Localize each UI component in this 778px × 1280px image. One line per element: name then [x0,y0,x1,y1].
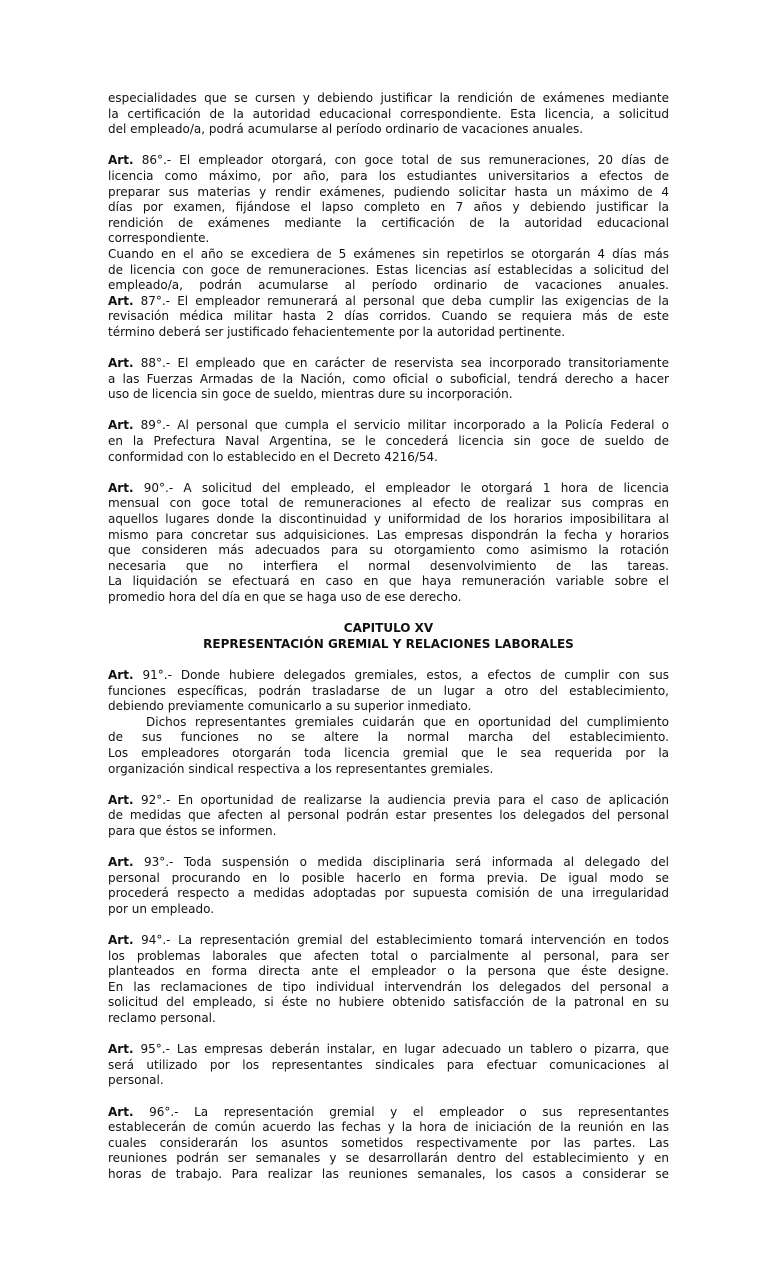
line-text: que consideren más adecuados para su otorgamiento como asimismo la rotación [108,543,669,558]
text-line [108,153,669,169]
line-text: 90°.- A solicitud del empleado, el empleador le otorgará 1 hora de licencia [133,480,669,495]
line-text: conformidad con lo establecido en el Decreto 4216/54. [108,449,438,464]
text-line [108,1058,669,1074]
text-line [108,995,669,1011]
article-label: Art. [108,356,134,371]
text-line [108,730,669,746]
text-line [108,169,669,185]
text-line [108,263,669,279]
line-text: 89°.- Al personal que cumpla el servicio militar incorporado a la Policía Federal o [133,418,669,433]
article-paragraph [108,1042,669,1089]
line-text: Los empleadores otorgarán toda licencia gremial que le sea requerida por la [108,745,669,760]
line-text: por un empleado. [108,901,215,916]
text-line [108,278,669,294]
article-paragraph [108,153,669,247]
article-label: Art. [108,1104,134,1119]
line-text: funciones específicas, podrán trasladarse de un lugar a otro del establecimiento, [108,683,669,698]
line-text: rendición de exámenes mediante la certificación de la autoridad educacional [108,215,669,230]
line-text: 86°.- El empleador otorgará, con goce total de sus remuneraciones, 20 días de [133,153,669,168]
line-text: empleado/a, podrán acumularse al período ordinario de vacaciones anuales. [108,278,669,293]
line-text: personal. [108,1073,164,1088]
text-line [108,1073,669,1089]
text-line [108,871,669,887]
text-line [108,886,669,902]
text-line [108,294,669,310]
text-line [108,1151,669,1167]
article-paragraph [108,855,669,917]
articles-block-2 [108,668,669,1183]
text-line [108,808,669,824]
text-line [108,902,669,918]
text-line [108,980,669,996]
paragraph [108,715,669,777]
line-text: procederá respecto a medidas adoptadas por supuesta comisión de una irregularidad [108,886,669,901]
line-text: La liquidación se efectuará en caso en que haya remuneración variable sobre el [108,574,669,589]
line-text: Dichos representantes gremiales cuidarán que en oportunidad del cumplimiento [146,714,669,729]
article-paragraph [108,481,669,606]
article-label: Art. [108,792,134,807]
line-text: En las reclamaciones de tipo individual intervendrán los delegados del personal a [108,979,669,994]
text-line [108,1105,669,1121]
line-text: reclamo personal. [108,1011,216,1026]
line-text: organización sindical respectiva a los representantes gremiales. [108,761,494,776]
line-text: los problemas laborales que afecten total o parcialmente al personal, para ser [108,948,669,963]
text-line [108,231,669,247]
article-paragraph [108,933,669,1027]
text-line [108,325,669,341]
line-text: cuales considerarán los asuntos sometidos respectivamente por las partes. Las [108,1135,669,1150]
line-text: necesaria que no interfiera el normal desenvolvimiento de las tareas. [108,558,669,573]
text-line [108,481,669,497]
chapter-title: CAPITULO XV [343,621,434,636]
text-line [108,372,669,388]
article-label: Art. [108,153,134,168]
text-line [108,684,669,700]
line-text: en la Prefectura Naval Argentina, se le concederá licencia sin goce de sueldo de [108,434,669,449]
text-line [108,1011,669,1027]
article-label: Art. [108,480,134,495]
text-line [108,1136,669,1152]
line-text: de sus funciones no se altere la normal marcha del establecimiento. [108,730,669,745]
article-label: Art. [108,933,134,948]
line-text: horas de trabajo. Para realizar las reuniones semanales, los casos a considerar se [108,1166,669,1181]
line-text: preparar sus materias y rendir exámenes, pudiendo solicitar hasta un máximo de 4 [108,184,669,199]
text-line [108,200,669,216]
line-text: días por examen, fijándose el lapso completo en 7 años y debiendo justificar la [108,200,669,215]
paragraph [108,247,669,294]
line-text: Cuando en el año se excediera de 5 exámenes sin repetirlos se otorgarán 4 días más [108,246,669,261]
text-line [108,543,669,559]
article-paragraph [108,356,669,403]
line-text: correspondiente. [108,231,210,246]
text-line [108,668,669,684]
line-text: establecerán de común acuerdo las fechas y la hora de iniciación de la reunión en las [108,1120,669,1135]
article-paragraph [108,793,669,840]
article-label: Art. [108,418,134,433]
line-text: planteados en forma directa ante el empleador o la persona que éste designe. [108,964,669,979]
line-text: de licencia con goce de remuneraciones. Estas licencias así establecidas a solicitud del [108,262,669,277]
chapter-heading [108,621,669,652]
text-line [108,107,669,123]
line-text: debiendo previamente comunicarlo a su superior inmediato. [108,699,472,714]
text-line [108,247,669,263]
line-text: de medidas que afecten al personal podrán estar presentes los delegados del personal [108,808,669,823]
line-text: será utilizado por los representantes sindicales para efectuar comunicaciones al [108,1057,669,1072]
line-text: solicitud del empleado, si éste no hubiere obtenido satisfacción de la patronal en su [108,995,669,1010]
line-text: reuniones podrán ser semanales y se desarrollarán dentro del establecimiento y en [108,1151,669,1166]
text-line [108,434,669,450]
line-text: 88°.- El empleado que en carácter de reservista sea incorporado transitoriamente [133,356,669,371]
text-line [108,122,669,138]
line-text: término deberá ser justificado fehacientemente por la autoridad pertinente. [108,324,566,339]
text-line [108,574,669,590]
article-paragraph [108,1105,669,1183]
text-line [108,496,669,512]
text-line [108,450,669,466]
article-paragraph [108,294,669,341]
article-label: Art. [108,667,134,682]
text-line [108,793,669,809]
text-line [108,512,669,528]
article-label: Art. [108,855,134,870]
line-text: 93°.- Toda suspensión o medida disciplinaria será informada al delegado del [133,855,669,870]
text-line [108,559,669,575]
line-text: 91°.- Donde hubiere delegados gremiales, estos, a efectos de cumplir con sus [133,667,669,682]
text-line [108,185,669,201]
text-line [108,964,669,980]
article-paragraph [108,668,669,715]
text-line [108,91,669,107]
text-line [108,949,669,965]
article-label: Art. [108,1042,134,1057]
text-line [108,699,669,715]
text-line [108,824,669,840]
line-text: 94°.- La representación gremial del establecimiento tomará intervención en todos [133,933,669,948]
line-text: promedio hora del día en que se haga uso de ese derecho. [108,590,462,604]
line-text: a las Fuerzas Armadas de la Nación, como oficial o suboficial, tendrá derecho a hacer [108,371,669,386]
text-line [108,1042,669,1058]
text-line [108,528,669,544]
line-text: licencia como máximo, por año, para los estudiantes universitarios a efectos de [108,168,669,183]
text-line [108,746,669,762]
text-line [108,1167,669,1183]
line-text: mismo para concretar sus adquisiciones. Las empresas dispondrán la fecha y horarios [108,527,669,542]
text-line [108,216,669,232]
text-line [108,933,669,949]
paragraph [108,91,669,138]
chapter-subtitle: REPRESENTACIÓN GREMIAL Y RELACIONES LABORALES [203,636,574,651]
articles-block-1 [108,91,669,606]
article-paragraph [108,418,669,465]
text-line [108,309,669,325]
line-text: mensual con goce total de remuneraciones al efecto de realizar sus compras en [108,496,669,511]
text-line [108,855,669,871]
line-text: revisación médica militar hasta 2 días corridos. Cuando se requiera más de este [108,309,669,324]
line-text: 95°.- Las empresas deberán instalar, en lugar adecuado un tablero o pizarra, que [133,1042,669,1057]
text-line [108,418,669,434]
line-text: la certificación de la autoridad educacional correspondiente. Esta licencia, a solicitud [108,106,669,121]
document-page [108,91,669,1198]
text-line [108,1120,669,1136]
line-text: 87°.- El empleador remunerará al personal que deba cumplir las exigencias de la [133,293,669,308]
line-text: para que éstos se informen. [108,823,277,838]
line-text: personal procurando en lo posible hacerlo en forma previa. De igual modo se [108,870,669,885]
line-text: 96°.- La representación gremial y el empleador o sus representantes [133,1104,669,1119]
line-text: uso de licencia sin goce de sueldo, mientras dure su incorporación. [108,387,513,402]
line-text: especialidades que se cursen y debiendo justificar la rendición de exámenes mediante [108,91,669,105]
line-text: del empleado/a, podrá acumularse al período ordinario de vacaciones anuales. [108,122,584,137]
line-text: aquellos lugares donde la discontinuidad y uniformidad de los horarios imposibilitara al [108,512,669,527]
article-label: Art. [108,293,134,308]
text-line [108,715,669,731]
text-line [108,762,669,778]
text-line [108,590,669,606]
text-line [108,387,669,403]
line-text: 92°.- En oportunidad de realizarse la audiencia previa para el caso de aplicación [133,792,669,807]
text-line [108,356,669,372]
